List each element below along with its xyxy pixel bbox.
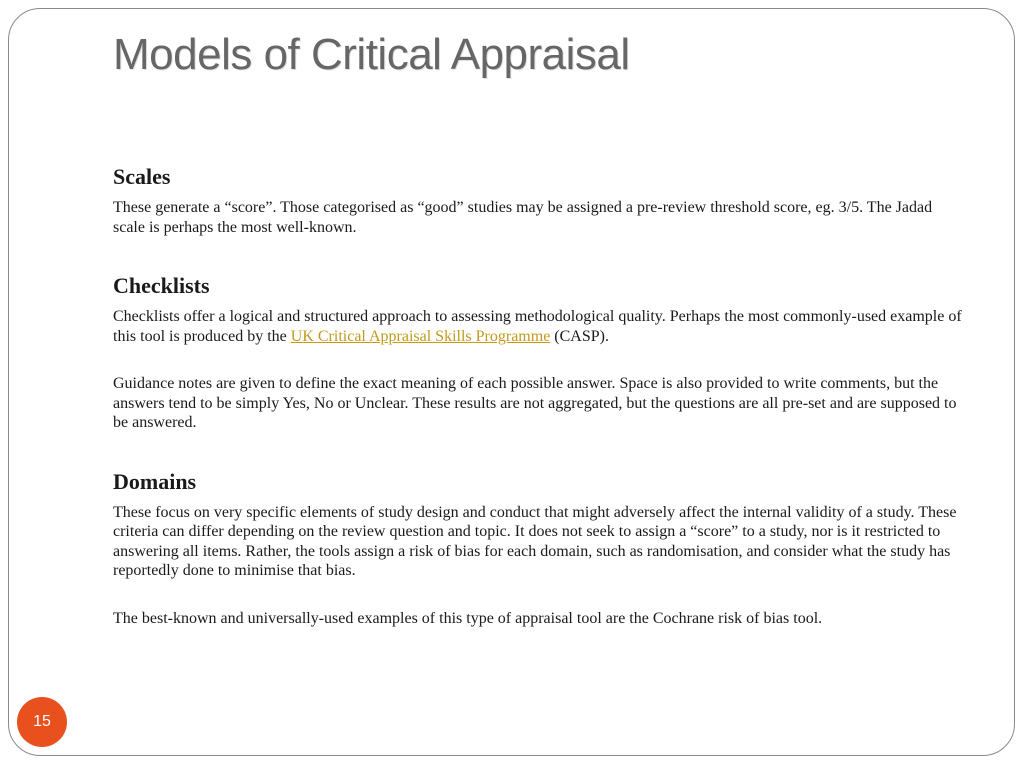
casp-link[interactable]: UK Critical Appraisal Skills Programme — [290, 327, 551, 345]
checklists-text-before-link: Checklists offer a logical and structured approach to assessing methodological quality. Perhaps the most commonly-used example of this tool is produced by the — [113, 308, 962, 345]
slide-content — [113, 162, 963, 628]
domains-heading: Domains — [113, 468, 197, 494]
page-number: 15 — [33, 713, 51, 730]
checklists-heading: Checklists — [113, 273, 210, 298]
domains-text: These focus on very specific elements of study design and conduct that might adversely affect the internal validity of a study. These criteria can differ depending on the review question and topic. It does not seek to assign a “score” to a study, nor is it restricted to answering all items. Rather, the tools assign a risk of bias for each domain, such as randomisation, and consider what the study has reportedly done to minimise that bias. — [113, 503, 957, 579]
domains-examples-text: The best-known and universally-used examples of this type of appraisal tool are the Cochrane risk of bias tool. — [113, 609, 823, 627]
scales-heading: Scales — [113, 164, 171, 189]
slide-title: Models of Critical Appraisal — [113, 30, 630, 79]
checklists-text — [113, 307, 963, 346]
checklists-guidance-text: Guidance notes are given to define the exact meaning of each possible answer. Space is also provided to write comments, but the answers tend to be simply Yes, No or Unclear. These results are not aggregated, but the questions are all pre-set and are supposed to be answered. — [113, 375, 957, 431]
checklists-text-after-link: (CASP). — [550, 327, 609, 345]
scales-text: These generate a “score”. Those categorised as “good” studies may be assigned a pre-review threshold score, eg. 3/5. The Jadad scale is perhaps the most well-known. — [113, 199, 933, 236]
page-number-badge — [17, 697, 67, 747]
